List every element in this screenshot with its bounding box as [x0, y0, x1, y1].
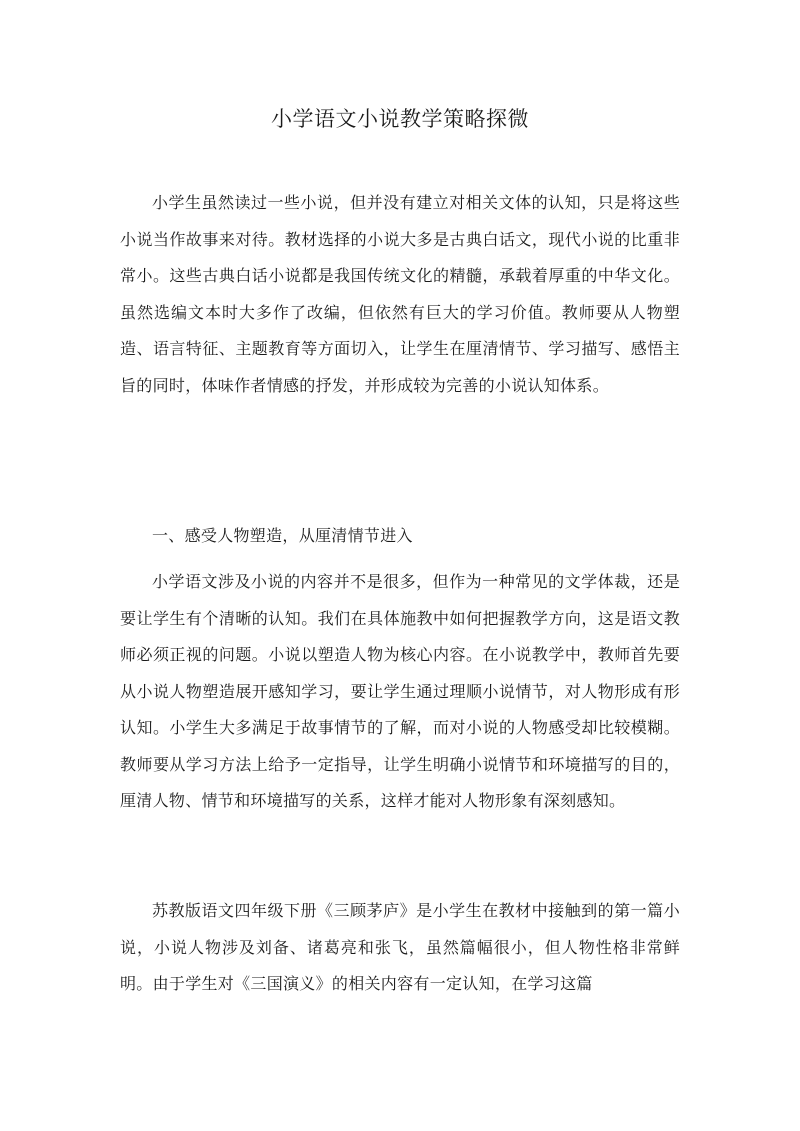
document-title: 小学语文小说教学策略探微: [271, 107, 529, 131]
document-page: [120, 0, 680, 1131]
intro-paragraph: 小学生虽然读过一些小说，但并没有建立对相关文体的认知，只是将这些小说当作故事来对待。教材选择的小说大多是古典白话文，现代小说的比重非常小。这些古典白话小说都是我国传统文化的精髓，承载着厚重的中华文化。虽然选编文本时大多作了改编，但依然有巨大的学习价值。教师要从人物塑造、语言特征、主题教育等方面切入，让学生在厘清情节、学习描写、感悟主旨的同时，体味作者情感的抒发，并形成较为完善的小说认知体系。: [120, 193, 680, 395]
section-paragraph: 苏教版语文四年级下册《三顾茅庐》是小学生在教材中接触到的第一篇小说，小说人物涉及刘备、诸葛亮和张飞，虽然篇幅很小，但人物性格非常鲜明。由于学生对《三国演义》的相关内容有一定认知，在学习这篇: [120, 901, 680, 993]
section-paragraph: 小学语文涉及小说的内容并不是很多，但作为一种常见的文学体裁，还是要让学生有个清晰的认知。我们在具体施教中如何把握教学方向，这是语文教师必须正视的问题。小说以塑造人物为核心内容。在小说教学中，教师首先要从小说人物塑造展开感知学习，要让学生通过理顺小说情节，对人物形成有形认知。小学生大多满足于故事情节的了解，而对小说的人物感受却比较模糊。教师要从学习方法上给予一定指导，让学生明确小说情节和环境描写的目的，厘清人物、情节和环境描写的关系，这样才能对人物形象有深刻感知。: [120, 572, 680, 810]
section-heading: 一、感受人物塑造，从厘清情节进入: [152, 526, 413, 545]
